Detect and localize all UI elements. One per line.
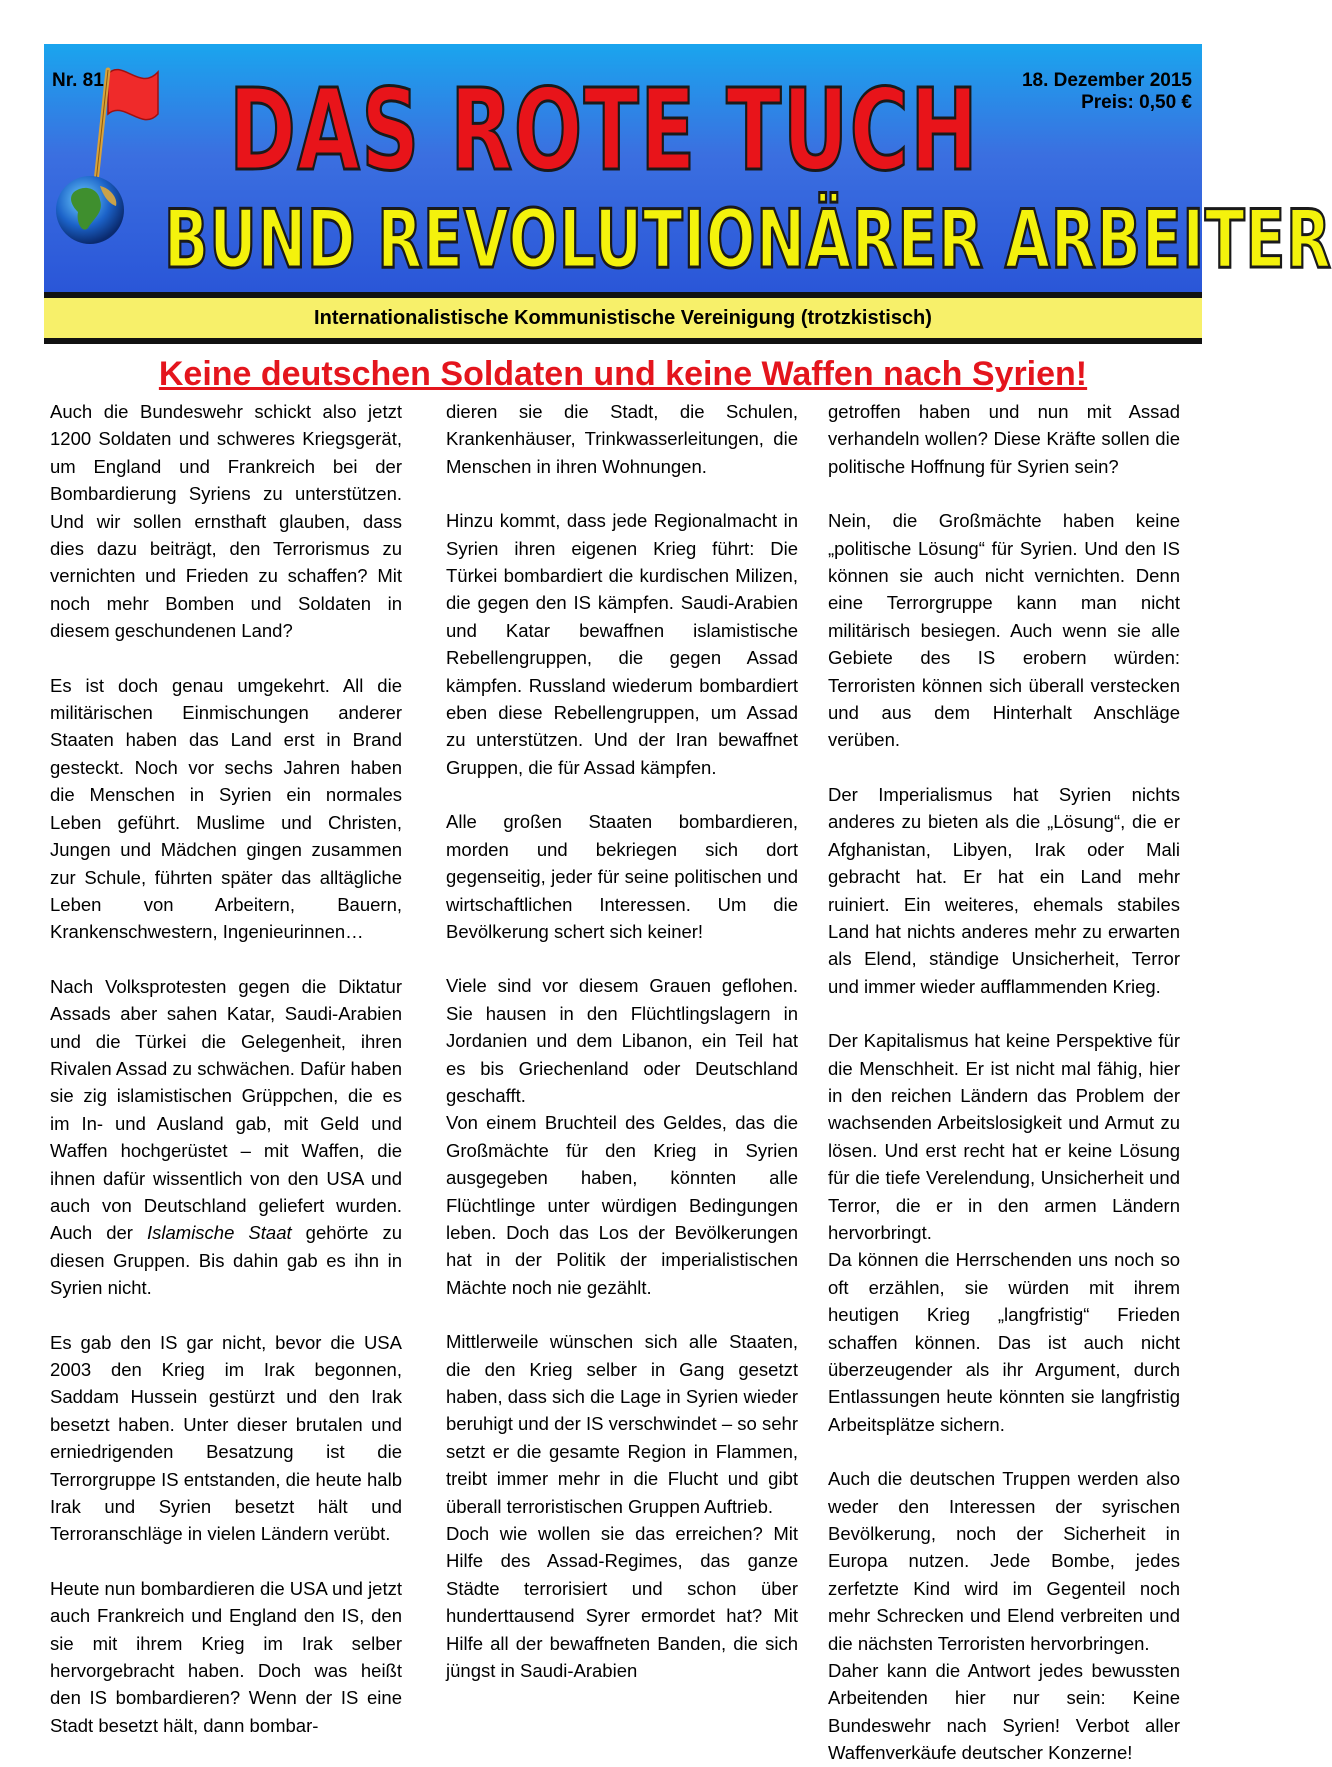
paragraph: Da können die Herrschenden uns noch so oft erzählen, sie würden mit ihrem heutigen Krieg „langfristig“ Frieden schaffen können. Das ist auch nicht überzeugender als ihr Argument, durch Entlassungen heute könnten sie langfristig Arbeitsplätze sichern. [828, 1249, 1180, 1435]
article-column-2 [446, 398, 798, 1684]
paragraph: Mittlerweile wünschen sich alle Staaten, die den Krieg selber in Gang gesetzt haben, dass sich die Lage in Syrien wieder beruhigt und der IS verschwindet – so sehr setzt er die gesamte Region in Flammen, treibt immer mehr in die Flucht und gibt überall terroristischen Gruppen Auftrieb. [446, 1331, 798, 1517]
article-headline: Keine deutschen Soldaten und keine Waffen nach Syrien! [158, 355, 1088, 393]
paragraph: Alle großen Staaten bombardieren, morden und bekriegen sich dort gegenseitig, jeder für seine politischen und wirtschaftlichen Interessen. Um die Bevölkerung schert sich keiner! [446, 811, 798, 942]
paragraph: Viele sind vor diesem Grauen geflohen. Sie hausen in den Flüchtlingslagern in Jordanien und dem Libanon, ein Teil hat es bis Griechenland oder Deutschland geschafft. [446, 975, 798, 1106]
tagline: Internationalistische Kommunistische Vereinigung (trotzkistisch) [314, 307, 932, 329]
paragraph: Doch wie wollen sie das erreichen? Mit Hilfe des Assad-Regimes, das ganze Städte terrorisiert und schon über hunderttausend Syrer ermordet hat? Mit Hilfe all der bewaffneten Banden, die sich jüngst in Saudi-Arabien [446, 1523, 798, 1682]
paragraph: Von einem Bruchteil des Geldes, das die Großmächte für den Krieg in Syrien ausgegeben haben, könnten alle Flüchtlinge unter würdigen Bedingungen leben. Doch das Los der Bevölkerungen hat in der Politik der imperialistischen Mächte noch nie gezählt. [446, 1112, 798, 1298]
issue-date: 18. Dezember 2015 [1021, 70, 1192, 91]
issue-price: Preis: 0,50 € [1081, 92, 1192, 113]
paragraph: Heute nun bombardieren die USA und jetzt auch Frankreich und England den IS, den sie mit ihrem Krieg im Irak selber hervorgebracht haben. Doch was heißt den IS bombardieren? Wenn der IS eine Stadt besetzt hält, dann bombar- [50, 1577, 402, 1736]
paragraph-text: gehörte zu diesen Gruppen. Bis dahin gab es ihn in Syrien nicht. [50, 1222, 402, 1299]
paragraph: getroffen haben und nun mit Assad verhandeln wollen? Diese Kräfte sollen die politische Hoffnung für Syrien sein? [828, 401, 1180, 477]
paragraph: Der Kapitalismus hat keine Perspektive für die Menschheit. Er ist nicht mal fähig, hier in den reichen Ländern das Problem der wachsenden Arbeitslosigkeit und Armut zu lösen. Und erst recht hat er keine Lösung für die tiefe Verelendung, Unsicherheit und Terror, die er in den armen Ländern hervorbringt. [828, 1030, 1180, 1243]
paragraph: dieren sie die Stadt, die Schulen, Krankenhäuser, Trinkwasserleitungen, die Menschen in ihren Wohnungen. [446, 401, 798, 477]
paragraph: Es ist doch genau umgekehrt. All die militärischen Einmischungen anderer Staaten haben das Land erst in Brand gesteckt. Noch vor sechs Jahren haben die Menschen in Syrien ein normales Leben geführt. Muslime und Christen, Jungen und Mädchen gingen zusammen zur Schule, führten später das alltägliche Leben von Arbeitern, Bauern, Krankenschwestern, Ingenieurinnen… [50, 674, 402, 943]
organisation-name: BUND REVOLUTIONÄRER ARBEITER [164, 193, 1332, 286]
tagline-band [44, 292, 1202, 344]
article-body [50, 398, 1196, 1764]
paragraph: Daher kann die Antwort jedes bewussten Arbeitenden hier nur sein: Keine Bundeswehr nach Syrien! Verbot aller Waffenverkäufe deutscher Konzerne! [828, 1660, 1180, 1764]
newspaper-title: DAS ROTE TUCH [229, 66, 980, 196]
paragraph: Auch die Bundeswehr schickt also jetzt 1200 Soldaten und schweres Kriegsgerät, um England und Frankreich bei der Bombardierung Syriens zu unterstützen. Und wir sollen ernsthaft glauben, dass dies dazu beiträgt, den Terrorismus zu vernichten und Frieden zu schaffen? Mit noch mehr Bomben und Soldaten in diesem geschundenen Land? [50, 401, 402, 642]
paragraph: Der Imperialismus hat Syrien nichts anderes zu bieten als die „Lösung“, die er Afghanistan, Libyen, Irak oder Mali gebracht hat. Er hat ein Land mehr ruiniert. Ein weiteres, ehemals stabiles Land hat nichts anderes mehr zu erwarten als Elend, ständige Unsicherheit, Terror und immer wieder aufflammenden Krieg. [828, 783, 1180, 997]
paragraph: Nein, die Großmächte haben keine „politische Lösung“ für Syrien. Und den IS können sie auch nicht vernichten. Denn eine Terrorgruppe kann man nicht militärisch besiegen. Auch wenn sie alle Gebiete des IS erobern würden: Terroristen können sich überall verstecken und aus dem Hinterhalt Anschläge verüben. [828, 510, 1180, 751]
paragraph: Auch die deutschen Truppen werden also weder den Interessen der syrischen Bevölkerung, noch der Sicherheit in Europa nutzen. Jede Bombe, jedes zerfetzte Kind wird im Gegenteil noch mehr Schrecken und Elend verbreiten und die nächsten Terroristen hervorbringen. [828, 1468, 1180, 1654]
paragraph-text: Nach Volksprotesten gegen die Diktatur Assads aber sahen Katar, Saudi-Arabien und die Türkei die Gelegenheit, ihren Rivalen Assad zu schwächen. Dafür haben sie zig islamistischen Grüppchen, die es im In- und Ausland gab, mit Geld und Waffen hochgerüstet – mit Waffen, die ihnen dafür wissentlich von den USA und auch von Deutschland geliefert wurden. Auch der [50, 975, 402, 1244]
article-column-1 [50, 398, 402, 1739]
issue-number: Nr. 81 [52, 70, 104, 91]
paragraph: Hinzu kommt, dass jede Regionalmacht in Syrien ihren eigenen Krieg führt: Die Türkei bombardiert die kurdischen Milizen, die gegen den IS kämpfen. Saudi-Arabien und Katar bewaffnen islamistische Rebellengruppen, die gegen Assad kämpfen. Russland wiederum bombardiert eben diese Rebellengruppen, um Assad zu unterstützen. Und der Iran bewaffnet Gruppen, die für Assad kämpfen. [446, 510, 798, 778]
paragraph [50, 973, 402, 1302]
emphasis: Islamische Staat [147, 1222, 292, 1244]
issue-date-price [1022, 70, 1192, 114]
masthead [44, 44, 1332, 292]
article-column-3 [828, 398, 1180, 1767]
paragraph: Es gab den IS gar nicht, bevor die USA 2003 den Krieg im Irak begonnen, Saddam Hussein gestürzt und den Irak besetzt haben. Unter dieser brutalen und erniedrigenden Besatzung ist die Terrorgruppe IS entstanden, die heute halb Irak und Syrien besetzt hält und Terroranschläge in vielen Ländern verübt. [50, 1331, 402, 1545]
